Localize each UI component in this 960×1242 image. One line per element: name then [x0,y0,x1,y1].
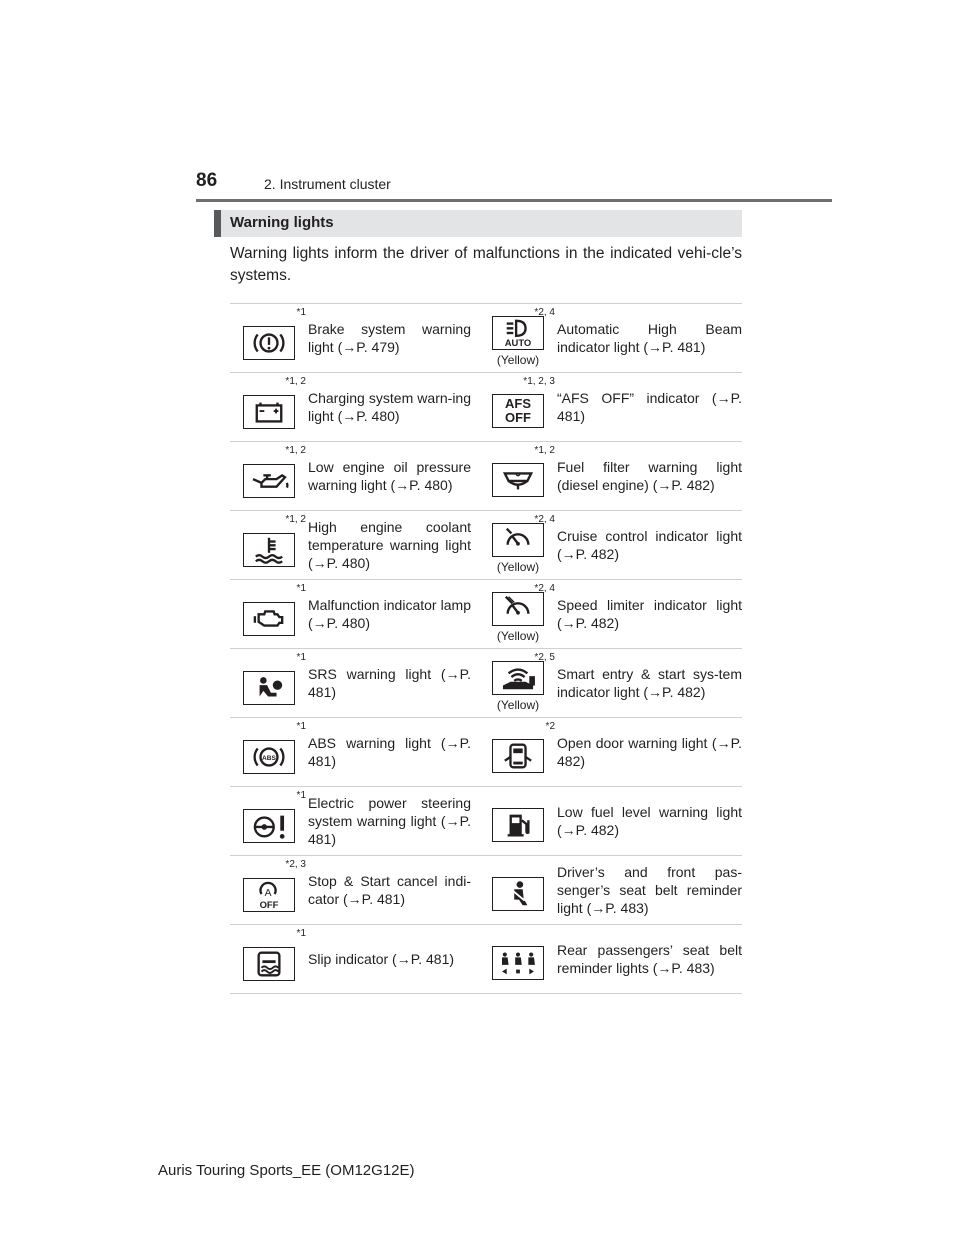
power-steering-icon [243,809,295,843]
left-icon-cell [230,511,308,580]
table-row [230,304,742,373]
right-description: “AFS OFF” indicator (→P. 481) [557,373,742,442]
abs-icon [243,740,295,774]
right-icon-cell [479,856,557,925]
left-footnote-mark: *1 [296,721,306,732]
seat-belt-reminder-icon [492,877,544,911]
header-rule [196,199,832,202]
stop-start-off-glyph: OFF [259,899,279,911]
table-row [230,511,742,580]
column-gap [471,856,479,925]
left-footnote-mark: *1 [296,928,306,939]
table-row [230,649,742,718]
left-icon-cell [230,304,308,373]
srs-airbag-icon [243,671,295,705]
left-description: Low engine oil pressure warning light (→P. 480) [308,442,471,511]
brake-warning-icon [243,326,295,360]
right-footnote-mark: *1, 2, 3 [523,376,555,387]
right-footnote-mark: *2, 5 [534,652,555,663]
cruise-control-icon [492,523,544,557]
right-icon-cell [479,304,557,373]
color-note: (Yellow) [496,353,540,367]
left-footnote-mark: *2, 3 [285,859,306,870]
left-description: Slip indicator (→P. 481) [308,925,471,994]
battery-charging-icon [243,395,295,429]
right-footnote-mark: *2 [545,721,555,732]
right-footnote-mark: *2, 4 [534,514,555,525]
rear-seat-belt-icon [492,946,544,980]
left-description: Malfunction indicator lamp (→P. 480) [308,580,471,649]
warning-lights-table [230,303,742,994]
table-row [230,442,742,511]
table-row [230,925,742,994]
column-gap [471,511,479,580]
left-description: Stop & Start cancel indi-cator (→P. 481) [308,856,471,925]
table-row [230,373,742,442]
right-description: Speed limiter indicator light (→P. 482) [557,580,742,649]
table-row [230,580,742,649]
column-gap [471,649,479,718]
color-note: (Yellow) [496,629,540,643]
right-description: Smart entry & start sys-tem indicator light (→P. 482) [557,649,742,718]
right-description: Cruise control indicator light (→P. 482) [557,511,742,580]
right-footnote-mark: *2, 4 [534,583,555,594]
column-gap [471,787,479,856]
stop-start-off-icon [243,878,295,912]
left-footnote-mark: *1 [296,583,306,594]
oil-pressure-icon [243,464,295,498]
auto-high-beam-icon [492,316,544,350]
table-row [230,718,742,787]
coolant-temperature-icon [243,533,295,567]
left-icon-cell [230,649,308,718]
left-footnote-mark: *1 [296,307,306,318]
left-icon-cell [230,787,308,856]
right-description: Driver’s and front pas-senger’s seat belt reminder light (→P. 483) [557,856,742,925]
heading-bar [214,210,742,237]
left-footnote-mark: *1, 2 [285,514,306,525]
column-gap [471,580,479,649]
abs-glyph: ABS [262,754,276,762]
right-icon-cell [479,649,557,718]
left-description: Brake system warning light (→P. 479) [308,304,471,373]
right-description: Automatic High Beam indicator light (→P. 481) [557,304,742,373]
intro-text: Warning lights inform the driver of malfunctions in the indicated vehi-cle’s systems. [230,245,742,284]
afs-glyph-bottom: OFF [505,409,531,425]
right-icon-cell [479,580,557,649]
stop-start-letter-glyph: A [264,887,272,899]
left-description: SRS warning light (→P. 481) [308,649,471,718]
afs-off-icon [492,394,544,428]
left-footnote-mark: *1, 2 [285,445,306,456]
right-footnote-mark: *1, 2 [534,445,555,456]
smart-entry-icon [492,661,544,695]
engine-malfunction-icon [243,602,295,636]
open-door-icon [492,739,544,773]
fuel-filter-icon [492,463,544,497]
column-gap [471,718,479,787]
speed-limiter-icon [492,592,544,626]
column-gap [471,442,479,511]
slip-indicator-icon [243,947,295,981]
left-footnote-mark: *1 [296,652,306,663]
left-description: High engine coolant temperature warning light (→P. 480) [308,511,471,580]
left-icon-cell [230,856,308,925]
heading-title: Warning lights [230,214,334,231]
table-row [230,856,742,925]
right-description: Open door warning light (→P. 482) [557,718,742,787]
left-icon-cell [230,580,308,649]
low-fuel-icon [492,808,544,842]
right-icon-cell [479,511,557,580]
left-description: ABS warning light (→P. 481) [308,718,471,787]
column-gap [471,373,479,442]
afs-glyph-top: AFS [505,395,531,411]
column-gap [471,304,479,373]
table-row [230,787,742,856]
color-note: (Yellow) [496,560,540,574]
right-icon-cell [479,718,557,787]
right-description: Low fuel level warning light (→P. 482) [557,787,742,856]
footer-manual-id: Auris Touring Sports_EE (OM12G12E) [158,1162,415,1179]
right-icon-cell [479,442,557,511]
left-footnote-mark: *1, 2 [285,376,306,387]
left-icon-cell [230,718,308,787]
auto-glyph: AUTO [504,337,532,349]
left-icon-cell [230,442,308,511]
right-icon-cell [479,925,557,994]
right-description: Fuel filter warning light (diesel engine) (→P. 482) [557,442,742,511]
page-number: 86 [196,170,218,191]
left-icon-cell [230,925,308,994]
left-description: Electric power steering system warning light (→P. 481) [308,787,471,856]
right-footnote-mark: *2, 4 [534,307,555,318]
heading-marker [214,210,221,237]
right-icon-cell [479,787,557,856]
color-note: (Yellow) [496,698,540,712]
left-footnote-mark: *1 [296,790,306,801]
column-gap [471,925,479,994]
right-icon-cell [479,373,557,442]
left-description: Charging system warn-ing light (→P. 480) [308,373,471,442]
right-description: Rear passengers’ seat belt reminder lights (→P. 483) [557,925,742,994]
section-title: 2. Instrument cluster [264,176,391,192]
left-icon-cell [230,373,308,442]
